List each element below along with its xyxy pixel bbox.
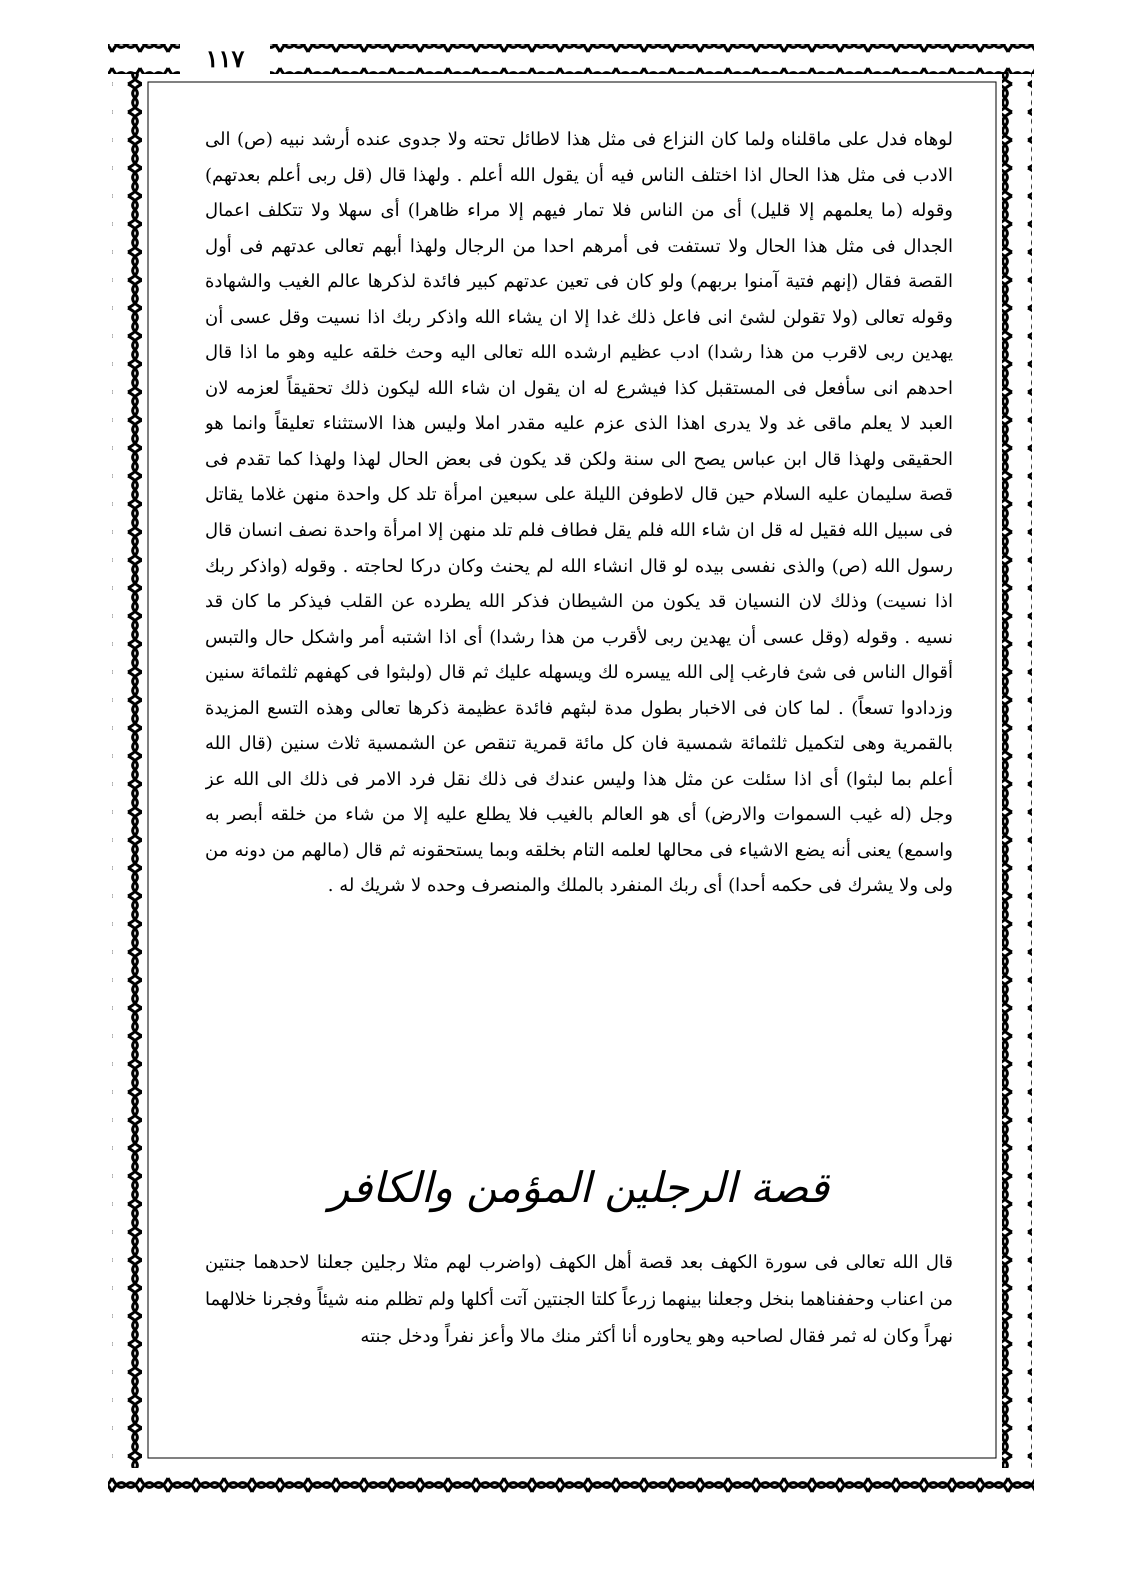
section-heading: قصة الرجلين المؤمن والكافر (328, 1163, 830, 1212)
border-right (1002, 72, 1032, 1468)
border-left (112, 72, 142, 1468)
body-paragraph: لوهاه فدل على ماقلناه ولما كان النزاع فى مثل هذا لاطائل تحته ولا جدوى عنده أرشد نبيه (ص) الى الادب فى مثل هذا الحال اذا اختلف الناس فيه أن يقول الله أعلم . ولهذا قال (قل ربى أعلم بعدتهم) وقوله (ما يعلمهم إلا قليل) أى من الناس فلا تمار فيهم إلا مراء ظاهرا) أى سهلا ولا تتكلف اعمال الجدال فى مثل هذا الحال ولا تستفت فى أمرهم احدا من الرجال ولهذا أبهم تعالى عدتهم فى أول القصة فقال (إنهم فتية آمنوا بربهم) ولو كان فى تعين عدتهم كبير فائدة لذكرها عالم الغيب والشهادة وقوله تعالى (ولا تقولن لشئ انى فاعل ذلك غدا إلا ان يشاء الله واذكر ربك اذا نسيت وقل عسى أن يهدين ربى لاقرب من هذا رشدا) ادب عظيم ارشده الله تعالى اليه وحث خلقه عليه وهو ما اذا قال احدهم انى سأفعل فى المستقبل كذا فيشرع له ان يقول ان شاء الله ليكون ذلك تحقيقاً لعزمه لان العبد لا يعلم ماقى غد ولا يدرى اهذا الذى عزم عليه مقدر املا وليس هذا الاستثناء تعليقاً وانما هو الحقيقى ولهذا قال ابن عباس يصح الى سنة ولكن قد يكون فى بعض الحال لهذا ولهذا كما تقدم فى قصة سليمان عليه السلام حين قال لاطوفن الليلة على سبعين امرأة تلد كل واحدة منهن غلاما يقاتل فى سبيل الله فقيل له قل ان شاء الله فلم يقل فطاف فلم تلد منهن إلا امرأة واحدة نصف انسان قال رسول الله (ص) والذى نفسى بيده لو قال انشاء الله لم يحنث وكان دركا لحاجته . وقوله (واذكر ربك اذا نسيت) وذلك لان النسيان قد يكون من الشيطان فذكر الله يطرده عن القلب فيذكر ما كان قد نسيه . وقوله (وقل عسى أن يهدين ربى لأقرب من هذا رشدا) أى اذا اشتبه أمر واشكل حال والتبس أقوال الناس فى شئ فارغب إلى الله ييسره لك ويسهله عليك ثم قال (ولبثوا فى كهفهم ثلثمائة سنين وزدادوا تسعاً) . لما كان فى الاخبار بطول مدة لبثهم فائدة عظيمة ذكرها تعالى وهذه التسع المزيدة بالقمرية وهى لتكميل ثلثمائة شمسية فان كل مائة قمرية تنقص عن الشمسية ثلاث سنين (قال الله أعلم بما لبثوا) أى اذا سئلت عن مثل هذا وليس عندك فى ذلك نقل فرد الامر فى ذلك الى الله عز وجل (له غيب السموات والارض) أى هو العالم بالغيب فلا يطلع عليه إلا من شاء من خلقه أبصر به واسمع) يعنى أنه يضع الاشياء فى محالها لعلمه التام بخلقه وبما يستحقونه ثم قال (مالهم من دونه من ولى ولا يشرك فى حكمه أحدا) أى ربك المنفرد بالملك والمنصرف وحده لا شريك له . (205, 129, 953, 897)
border-bottom (108, 1466, 1034, 1496)
section-paragraph: قال الله تعالى فى سورة الكهف بعد قصة أهل الكهف (واضرب لهم مثلا رجلين جعلنا لاحدهما جنتين من اعناب وحففناهما بنخل وجعلنا بينهما زرعاً كلتا الجنتين آتت أكلها ولم تظلم منه شيئاً وفجرنا خلالهما نهراً وكان له ثمر فقال لصاحبه وهو يحاوره أنا أكثر منك مالا وأعز نفراً ودخل جنته (205, 1252, 953, 1347)
page-number: ١١٧ (180, 42, 270, 76)
